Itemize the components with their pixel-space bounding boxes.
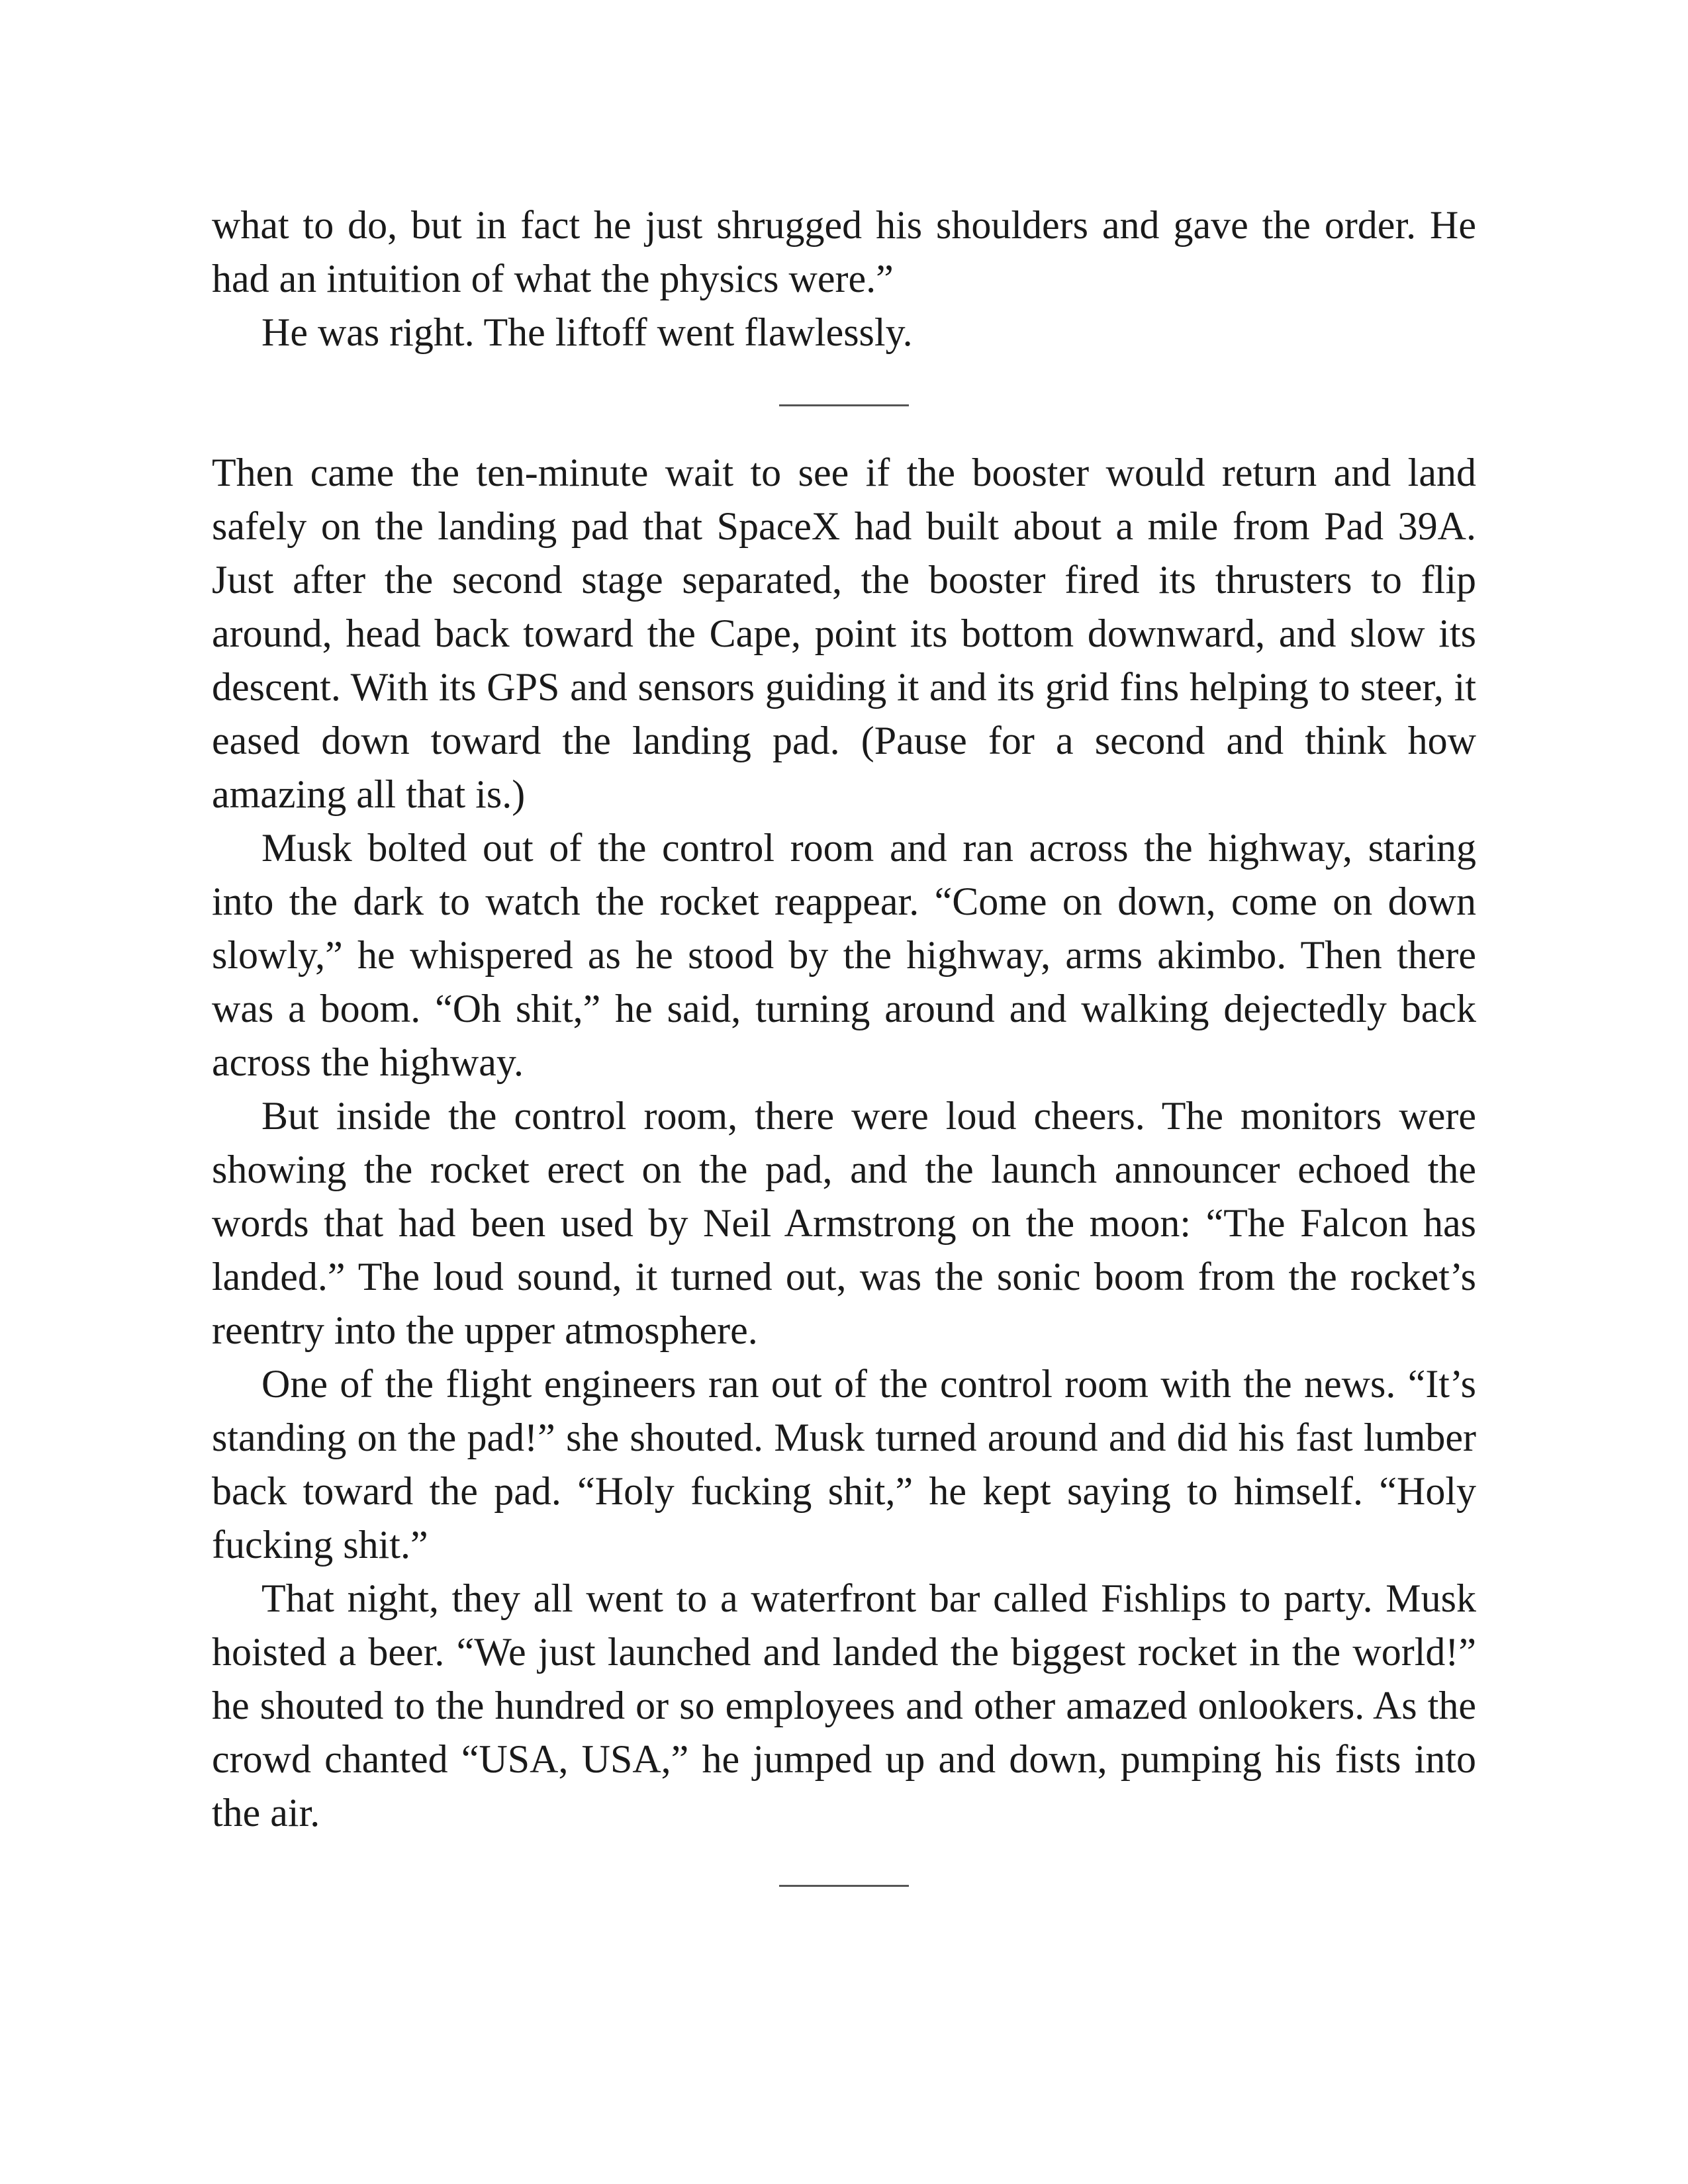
paragraph-booster-return: Then came the ten-minute wait to see if the booster would return and land safely on the landing pad that SpaceX had built about a mile from Pad 39A. Just after the second stage separated, the booster fired its thrusters to flip around, head back toward the Cape, point its bottom downward, and slow its descent. With its GPS and sensors guiding it and its grid fins helping to steer, it eased down toward the landing pad. (Pause for a second and think how amazing all that is.) (212, 451, 1476, 816)
paragraph-liftoff: He was right. The liftoff went flawlessly. (261, 310, 913, 354)
section-divider (779, 1885, 909, 1887)
paragraph-musk-highway: Musk bolted out of the control room and ran across the highway, staring into the dark to watch the rocket reappear. “Come on down, come on down slowly,” he whispered as he stood by the highway, arms akimbo. Then there was a boom. “Oh shit,” he said, turning around and walking dejectedly back across the highway. (212, 826, 1476, 1084)
book-page (212, 199, 1476, 1887)
paragraph-flight-engineer: One of the flight engineers ran out of the control room with the news. “It’s standing on the pad!” she shouted. Musk turned around and did his fast lumber back toward the pad. “Holy fucking shit,” he kept saying to himself. “Holy fucking shit.” (212, 1362, 1476, 1567)
paragraph-fishlips: That night, they all went to a waterfront bar called Fishlips to party. Musk hoisted a beer. “We just launched and landed the biggest rocket in the world!” he shouted to the hundred or so employees and other amazed onlookers. As the crowd chanted “USA, USA,” he jumped up and down, pumping his fists into the air. (212, 1576, 1476, 1835)
paragraph-control-room: But inside the control room, there were loud cheers. The monitors were showing the rocket erect on the pad, and the launch announcer echoed the words that had been used by Neil Armstrong on the moon: “The Falcon has landed.” The loud sound, it turned out, was the sonic boom from the rocket’s reentry into the upper atmosphere. (212, 1094, 1476, 1352)
paragraph-continued: what to do, but in fact he just shrugged his shoulders and gave the order. He had an intuition of what the physics were.” (212, 203, 1476, 300)
section-divider (779, 404, 909, 406)
